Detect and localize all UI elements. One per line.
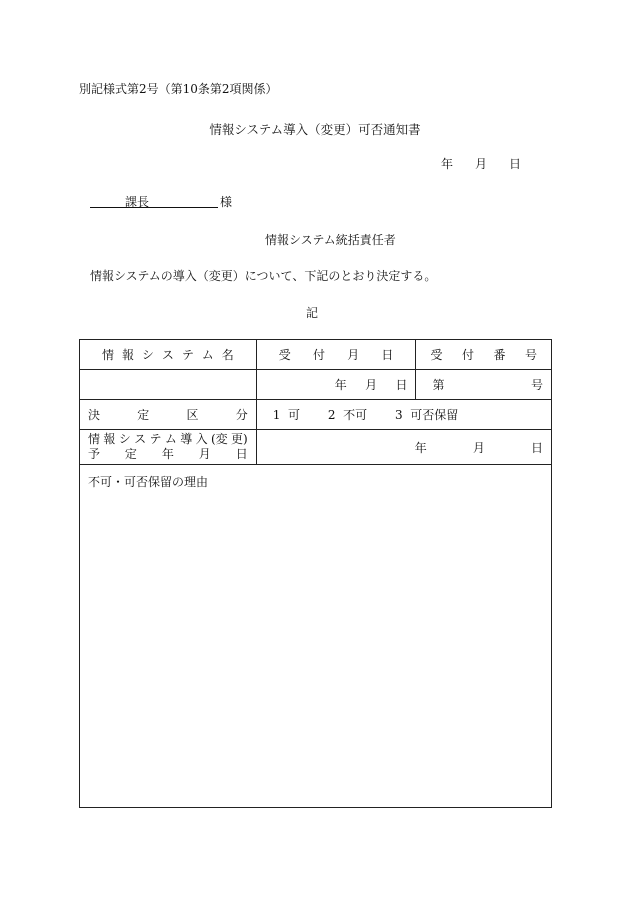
reason-cell[interactable]	[80, 465, 552, 808]
receipt-number-prefix: 第	[432, 378, 445, 392]
ki-heading: 記	[306, 306, 319, 320]
table-row-planned	[80, 430, 552, 465]
table-row-decision	[80, 400, 552, 430]
system-name-header	[80, 340, 257, 370]
issue-date	[441, 155, 521, 172]
system-name-value[interactable]	[80, 370, 257, 400]
receipt-number-header	[416, 340, 552, 370]
date-month: 月	[474, 157, 487, 171]
planned-day: 日	[530, 440, 543, 455]
option-2[interactable]: 2 不可	[327, 408, 368, 422]
receipt-day: 日	[395, 378, 408, 392]
addressee-honorific: 様	[220, 195, 233, 209]
receipt-number-value[interactable]	[416, 370, 552, 400]
planned-date-value[interactable]	[256, 430, 551, 465]
form-reference: 別記様式第2号（第10条第2項関係）	[79, 82, 278, 96]
planned-label-line2: 予 定 年 月 日	[88, 447, 248, 461]
sender: 情報システム統括責任者	[265, 233, 396, 247]
planned-label-line1: 情 報 シ ス テ ム 導 入 (変 更)	[88, 432, 248, 446]
receipt-month: 月	[365, 378, 378, 392]
decision-options	[256, 400, 551, 430]
date-year: 年	[441, 157, 454, 171]
system-name-label: 情 報 シ ス テ ム 名	[102, 348, 234, 362]
option-1[interactable]: 1 可	[272, 408, 301, 422]
addressee-position: 課長	[125, 195, 150, 209]
receipt-date-label: 受 付 月 日	[278, 348, 394, 362]
body-text: 情報システムの導入（変更）について、下記のとおり決定する。	[90, 269, 437, 283]
notification-table	[79, 339, 552, 808]
addressee-underline	[90, 207, 218, 208]
reason-label: 不可・可否保留の理由	[88, 475, 209, 489]
receipt-number-label: 受 付 番 号	[430, 348, 537, 362]
table-row-values	[80, 370, 552, 400]
document-title: 情報システム導入（変更）可否通知書	[209, 122, 421, 137]
planned-month: 月	[472, 440, 485, 455]
table-row-header	[80, 340, 552, 370]
receipt-date-value[interactable]	[256, 370, 416, 400]
decision-label-cell	[80, 400, 257, 430]
option-3[interactable]: 3 可否保留	[395, 408, 459, 422]
table-row-reason	[80, 465, 552, 808]
receipt-date-header	[256, 340, 416, 370]
date-day: 日	[508, 157, 521, 171]
receipt-number-suffix: 号	[530, 378, 543, 392]
decision-label: 決 定 区 分	[88, 408, 248, 422]
receipt-year: 年	[334, 378, 347, 392]
planned-date-label-cell	[80, 430, 257, 465]
planned-year: 年	[414, 440, 427, 455]
